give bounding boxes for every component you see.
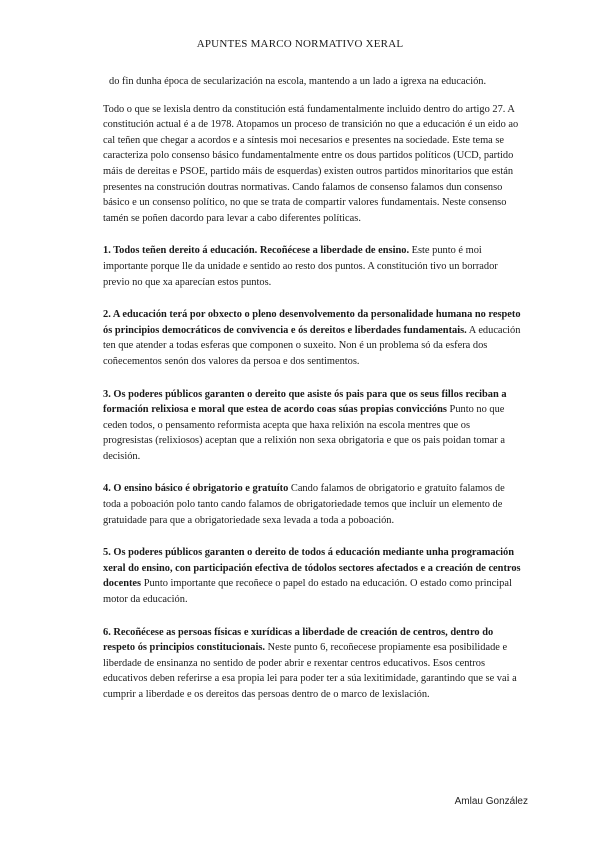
point-1: [103, 243, 521, 290]
point-4: [103, 481, 521, 528]
point-2: [103, 307, 521, 369]
point-4-heading: 4. O ensino básico é obrigatorio e gratuíto: [103, 483, 289, 495]
point-6: [103, 625, 521, 703]
footer-author: Amlau González: [454, 796, 528, 807]
point-3-heading: 3. Os poderes públicos garanten o dereito que asiste ós pais para que os seus fillos reciban a formación relixiosa e moral que estea de acordo coas súas propias conviccións: [103, 388, 507, 416]
page-header-title: APUNTES MARCO NORMATIVO XERAL: [196, 38, 404, 50]
point-5-heading: 5. Os poderes públicos garanten o dereito de todos á educación mediante unha programación xeral do ensino, con participación efectiva de tódolos sectores afectados e a creación de centros docentes: [103, 547, 521, 590]
point-1-heading: 1. Todos teñen dereito á educación. Recoñécese a liberdade de ensino.: [103, 245, 410, 257]
point-3-body: Punto no que ceden todos, o pensamento reformista acepta que haxa relixión na escola mentres que os progresistas (relixiosos) aceptan que a relixión non sexa obrigatoria e que os pais poidan tomar a decisión.: [103, 404, 505, 462]
point-4-body: Cando falamos de obrigatorio e gratuíto falamos de toda a poboación polo tanto cando falamos de obrigatoriedade temos que incluír un elemento de gratuidade para que a obrigatoriedade sexa levada a toda a poboación.: [103, 483, 505, 526]
point-6-body: Neste punto 6, recoñecese propiamente esa posibilidade e liberdade de ensinanza no sentido de poder abrir e rexentar centros educativos. Esos centros educativos deben referirse a esa propia lei para poder ter a súa lexitimidade, garantindo que se vai a cumprir a liberdade e os dereitos das persoas dentro de o marco de lexislación.: [103, 642, 517, 700]
point-5: [103, 545, 521, 607]
point-5-body: Punto importante que recoñece o papel do estado na educación. O estado como principal motor da educación.: [103, 578, 512, 606]
intro-continuation: do fin dunha época de secularización na escola, mantendo a un lado a igrexa na educación.: [109, 76, 487, 87]
point-3: [103, 387, 521, 465]
point-6-heading: 6. Recoñécese as persoas físicas e xurídicas a liberdade de creación de centros, dentro do respeto ós principios constitucionais.: [103, 626, 494, 654]
document-body: [103, 74, 521, 720]
point-1-body: Este punto é moi importante porque lle da unidade e sentido ao resto dos puntos. A constitución tivo un borrador previo no que xa aparecían estos puntos.: [103, 245, 498, 288]
point-2-heading: 2. A educación terá por obxecto o pleno desenvolvemento da personalidade humana no respeto ós principios democráticos de convivencia e ós dereitos e liberdades fundamentais.: [103, 309, 521, 336]
intro-paragraph: Todo o que se lexisla dentro da constitución está fundamentalmente incluido dentro do artigo 27. A constitución actual é a de 1978. Atopamos un proceso de transición no que a educación é un eido ao cal teñen que chegar a acordos e a síntesis moi necesarios e presentes na sociedade. Este tema se caracteriza polo consenso básico fundamentalmente entre os dous partidos políticos (UCD, partido máis de dereitas e PSOE, partido máis de esquerdas) existen outros partidos minoritarios que están presentes na construción doutras normativas. Cando falamos de consenso falamos dun consenso básico e un consenso político, no que se trata de compartir valores fundamentais. Neste consenso tamén se poñen dacordo para levar a cabo diferentes políticas.: [103, 103, 519, 224]
point-2-body: A educación ten que atender a todas esferas que componen o suxeito. Non é un problema só da esfera dos coñecementos senón dos valores da persoa e dos sentimentos.: [103, 324, 521, 367]
